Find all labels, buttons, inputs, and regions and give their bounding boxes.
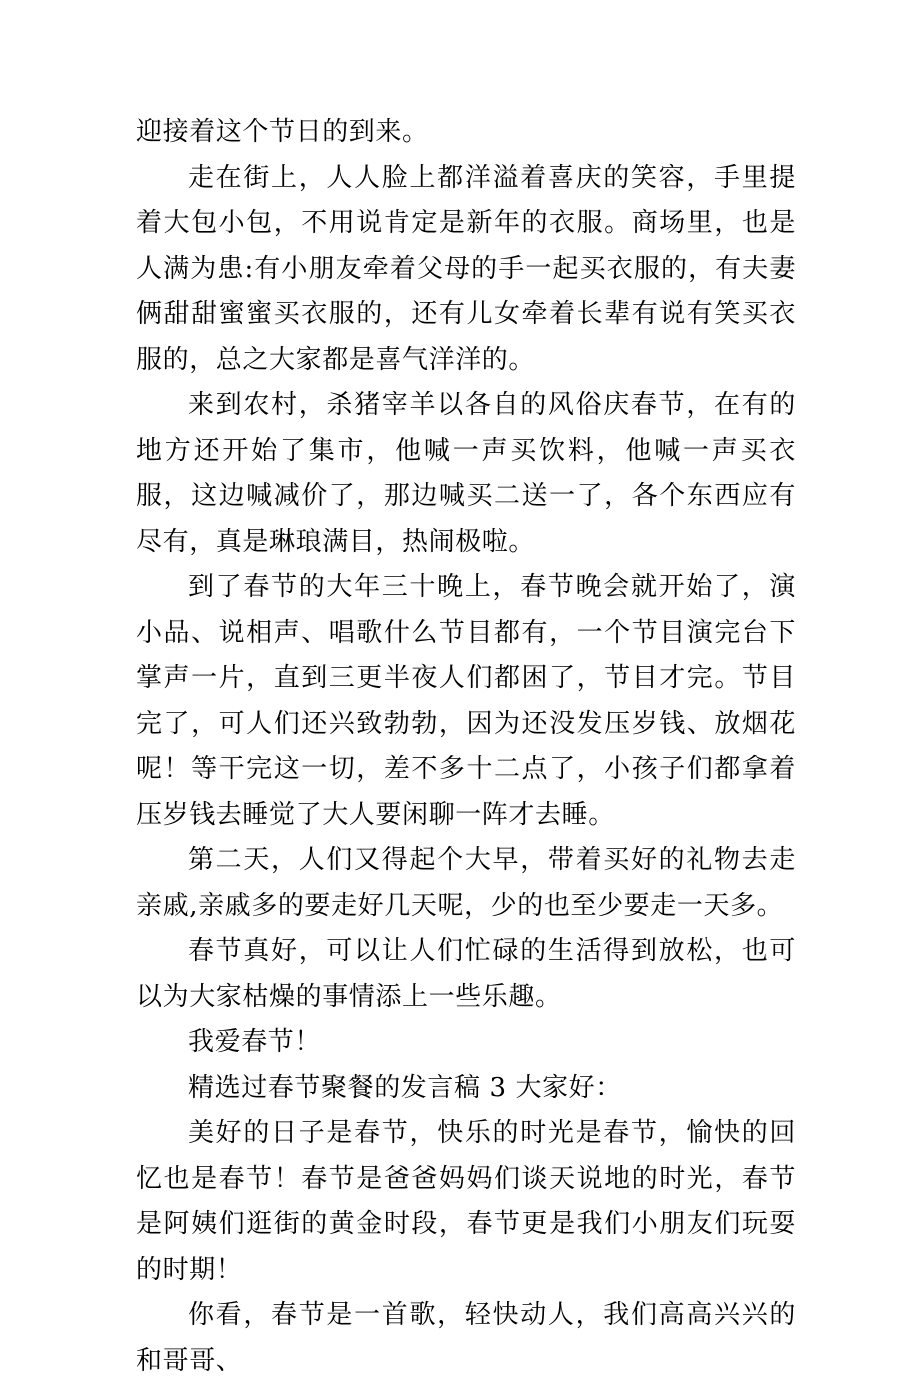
paragraph-3: 来到农村，杀猪宰羊以各自的风俗庆春节，在有的地方还开始了集市，他喊一声买饮料，他喊一声买衣服，这边喊减价了，那边喊买二送一了，各个东西应有尽有，真是琳琅满目，热闹极啦。 — [136, 390, 796, 557]
paragraph-9: 美好的日子是春节，快乐的时光是春节，愉快的回忆也是春节！春节是爸爸妈妈们谈天说地的时光，春节是阿姨们逛街的黄金时段，春节更是我们小朋友们玩耍的时期！ — [136, 1118, 796, 1285]
paragraph-5: 第二天，人们又得起个大早，带着买好的礼物去走亲戚,亲戚多的要走好几天呢，少的也至少要走一天多。 — [136, 845, 796, 921]
paragraph-2: 走在街上，人人脸上都洋溢着喜庆的笑容，手里提着大包小包，不用说肯定是新年的衣服。商场里，也是人满为患:有小朋友牵着父母的手一起买衣服的，有夫妻俩甜甜蜜蜜买衣服的，还有儿女牵着长辈有说有笑买衣服的，总之大家都是喜气洋洋的。 — [136, 162, 796, 375]
paragraph-10: 你看，春节是一首歌，轻快动人，我们高高兴兴的和哥哥、 — [136, 1300, 796, 1376]
paragraph-4: 到了春节的大年三十晚上，春节晚会就开始了，演小品、说相声、唱歌什么节目都有，一个节目演完台下掌声一片，直到三更半夜人们都困了，节目才完。节目完了，可人们还兴致勃勃，因为还没发压岁钱、放烟花呢！等干完这一切，差不多十二点了，小孩子们都拿着压岁钱去睡觉了大人要闲聊一阵才去睡。 — [136, 572, 796, 830]
document-body — [136, 110, 796, 1384]
paragraph-1: 迎接着这个节日的到来。 — [136, 117, 429, 147]
paragraph-6: 春节真好，可以让人们忙碌的生活得到放松，也可以为大家枯燥的事情添上一些乐趣。 — [136, 936, 796, 1012]
paragraph-8: 精选过春节聚餐的发言稿 3 大家好： — [188, 1072, 622, 1103]
paragraph-7: 我爱春节！ — [188, 1027, 322, 1057]
